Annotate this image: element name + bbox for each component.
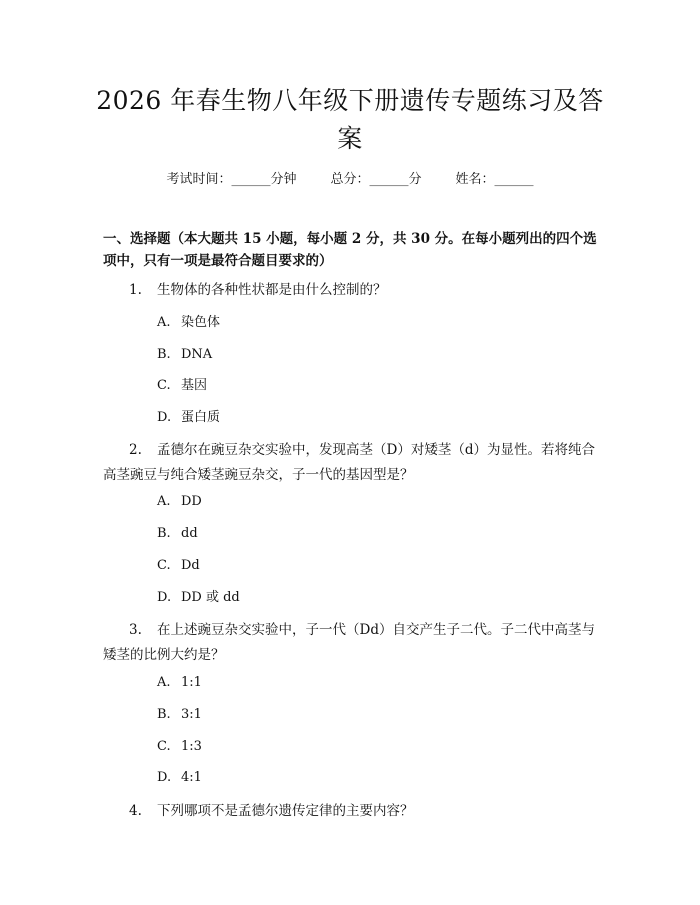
question-text: 孟德尔在豌豆杂交实验中，发现高茎（D）对矮茎（d）为显性。若将纯合高茎豌豆与纯合矮茎豌豆杂交，子一代的基因型是？ [103,442,595,483]
option-letter: D. [157,770,172,785]
question-number: 2. [129,442,142,458]
option-letter: C. [157,739,171,754]
section-heading: 一、选择题（本大题共 15 小题，每小题 2 分，共 30 分。在每小题列出的四个选项中，只有一项是最符合题目要求的） [103,231,597,269]
option-letter: A. [157,675,171,690]
option-letter: B. [157,707,171,722]
option-letter: C. [157,378,171,393]
option-text: DNA [181,347,213,362]
option-text: DD 或 dd [181,590,240,605]
option-letter: A. [157,315,171,330]
option-letter: D. [157,410,172,425]
question-1 [103,278,603,303]
question-text: 在上述豌豆杂交实验中，子一代（Dd）自交产生子二代。子二代中高茎与矮茎的比例大约是？ [103,622,595,663]
option-text: Dd [181,558,200,573]
option-text: 基因 [181,378,208,393]
document-title: 2026 年春生物八年级下册遗传专题练习及答案 [96,86,604,153]
student-name-field: 姓名：______ [455,172,534,187]
option-2a [157,492,202,512]
option-text: 染色体 [181,315,221,330]
question-4 [103,799,603,824]
option-letter: B. [157,526,171,541]
option-3a [157,673,202,693]
option-1c [157,376,207,396]
option-1b [157,345,212,365]
question-text: 生物体的各种性状都是由什么控制的？ [157,282,387,298]
option-2d [157,588,240,608]
question-2 [103,438,603,488]
option-text: dd [181,526,198,541]
option-text: 蛋白质 [181,410,221,425]
option-3b [157,705,202,725]
option-text: 4:1 [181,770,202,785]
question-number: 3. [129,622,142,638]
option-3c [157,737,202,757]
option-text: 1:1 [181,675,202,690]
option-2c [157,556,200,576]
question-number: 1. [129,282,142,298]
question-3 [103,618,603,668]
option-3d [157,768,202,788]
total-score-field: 总分：______分 [330,172,422,187]
option-letter: C. [157,558,171,573]
option-text: 1:3 [181,739,202,754]
option-letter: A. [157,494,171,509]
option-text: DD [181,494,202,509]
option-2b [157,524,198,544]
option-letter: D. [157,590,172,605]
option-letter: B. [157,347,171,362]
option-1d [157,408,220,428]
exam-info-line [0,168,700,187]
option-text: 3:1 [181,707,202,722]
exam-time-field: 考试时间：______分钟 [166,172,297,187]
question-text: 下列哪项不是孟德尔遗传定律的主要内容？ [157,803,414,819]
option-1a [157,313,220,333]
question-number: 4. [129,803,142,819]
